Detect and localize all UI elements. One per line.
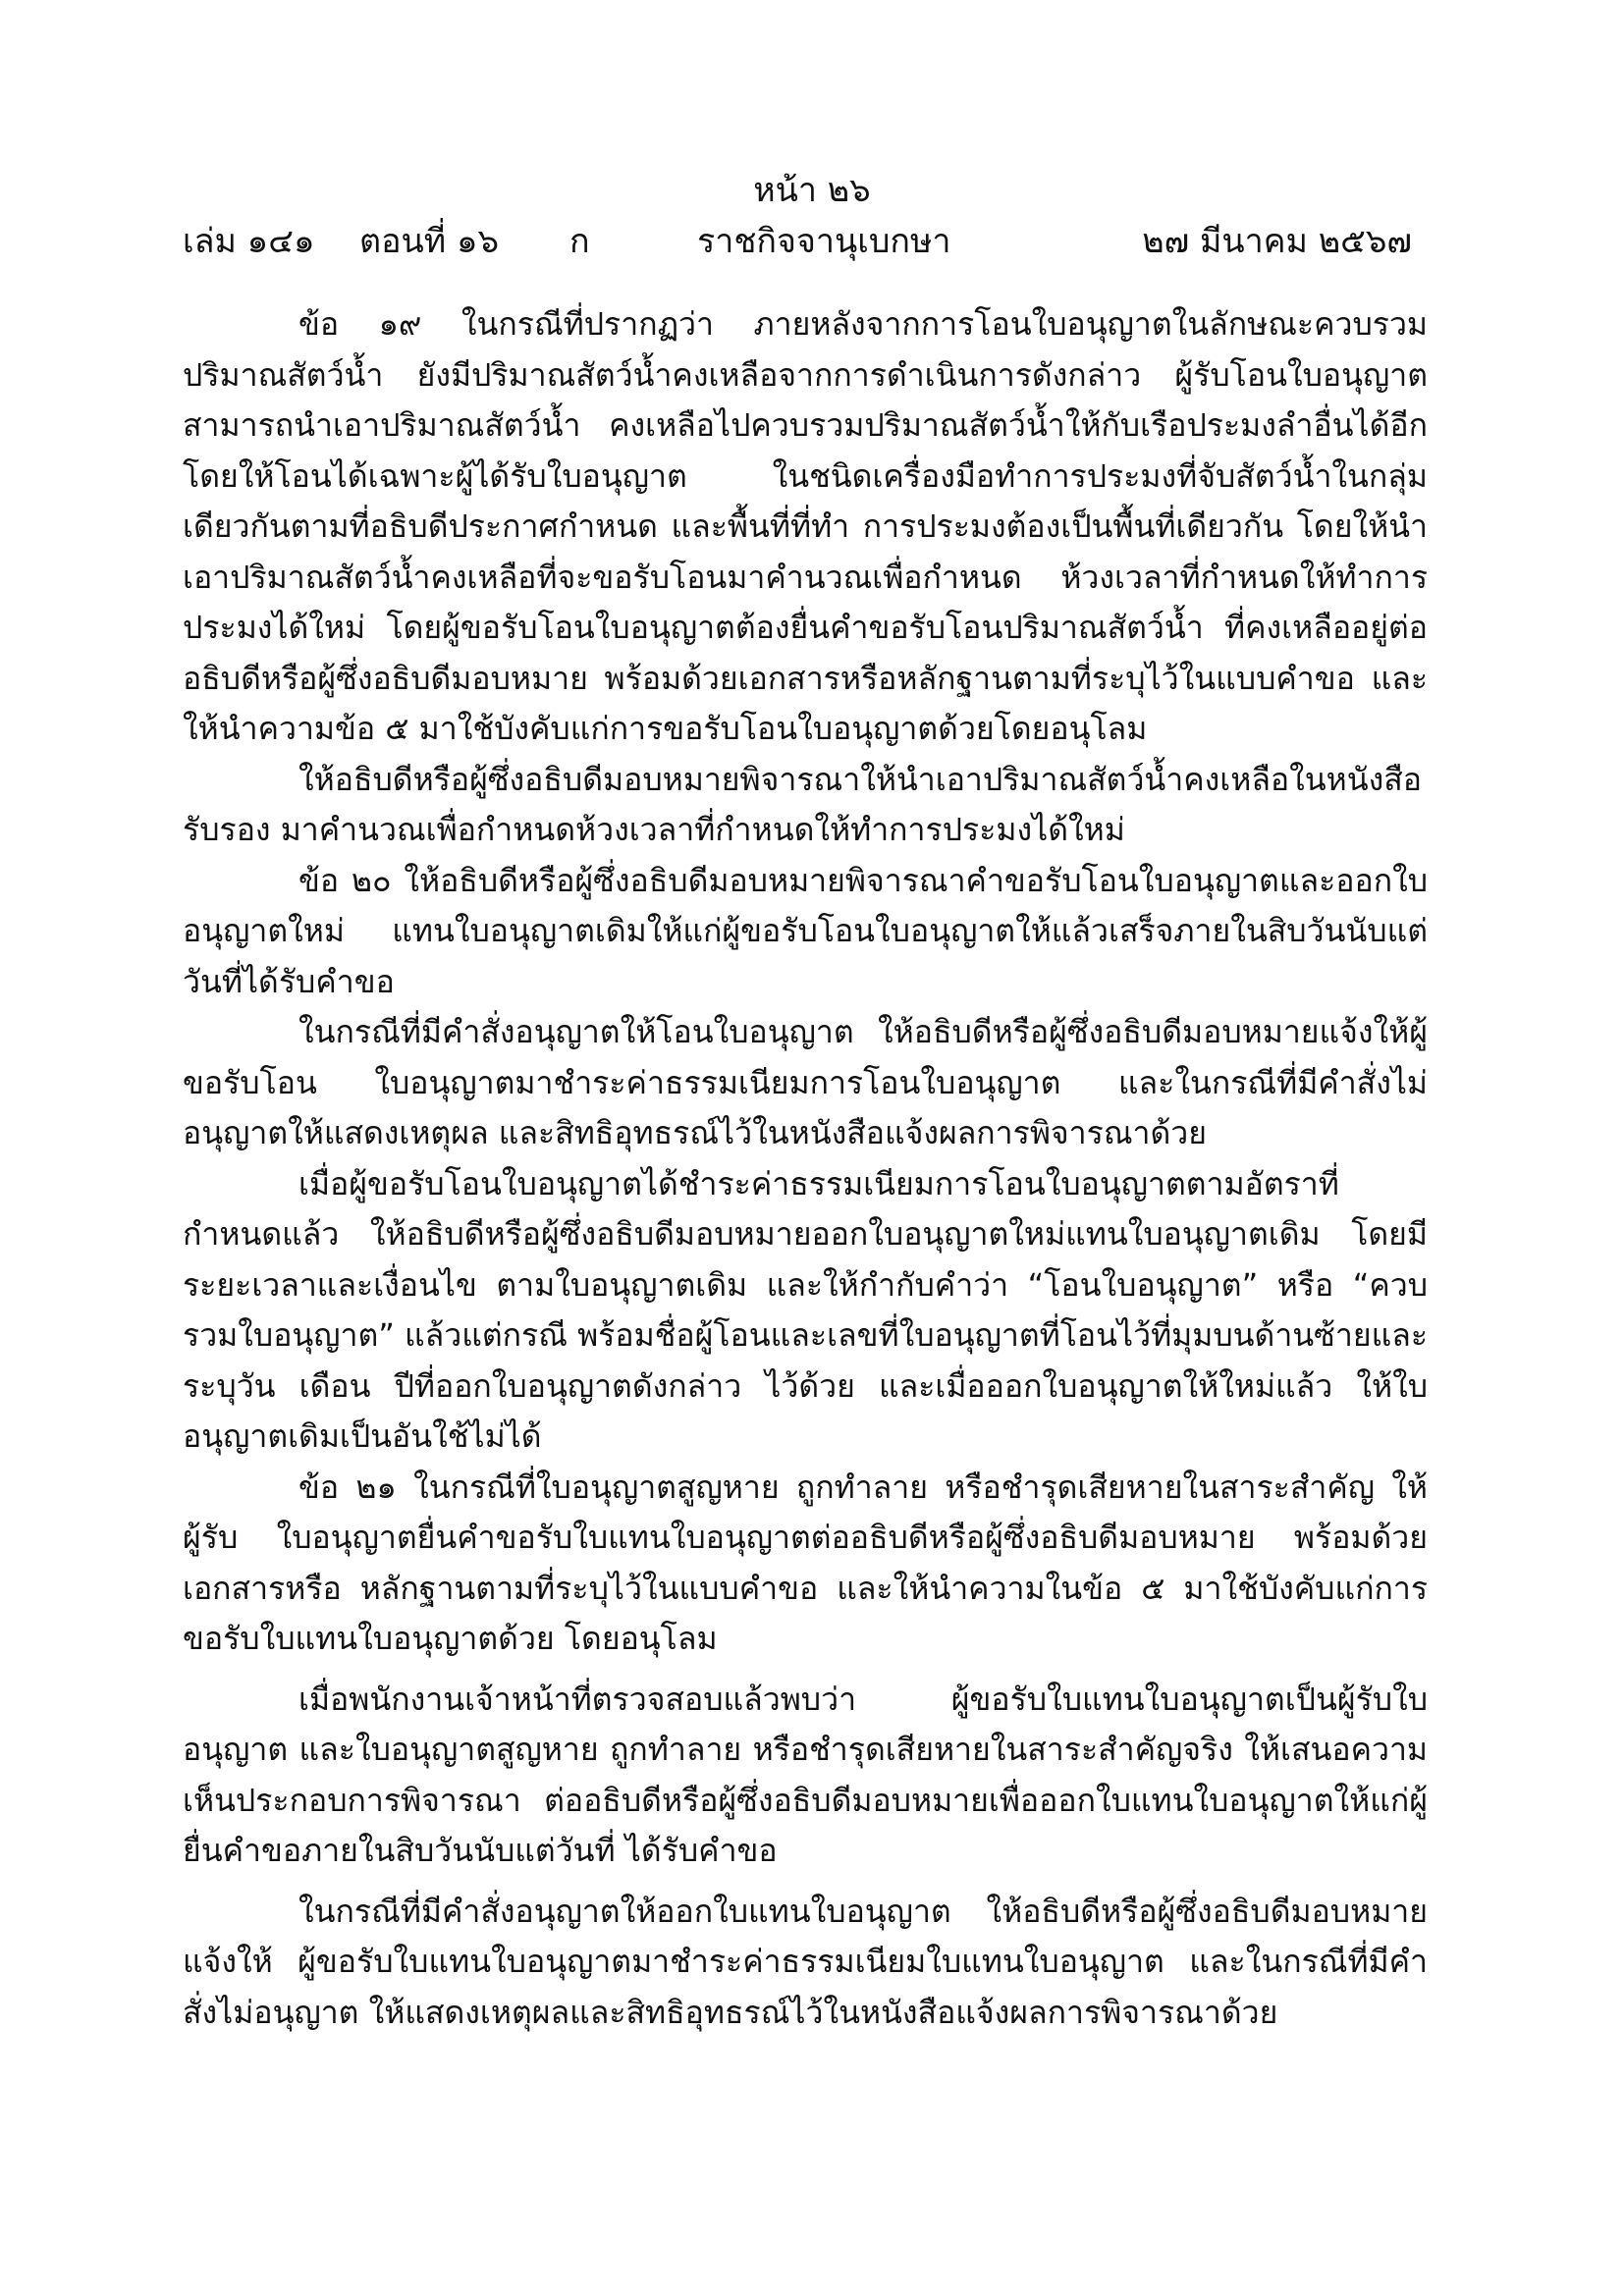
paragraph-clause-20-permission: ในกรณีที่มีคำสั่งอนุญาตให้โอนใบอนุญาต ให้อธิบดีหรือผู้ซึ่งอธิบดีมอบหมายแจ้งให้ผู้ขอรับโอน ใบอนุญาตมาชำระค่าธรรมเนียมการโอนใบอนุญาต และในกรณีที่มีคำสั่งไม่อนุญาตให้แสดงเหตุผล และสิทธิอุทธรณ์ไว้ในหนังสือแจ้งผลการพิจารณาด้วย <box>183 1013 1428 1151</box>
paragraph-clause-20-fee: เมื่อผู้ขอรับโอนใบอนุญาตได้ชำระค่าธรรมเนียมการโอนใบอนุญาตตามอัตราที่กำหนดแล้ว ให้อธิบดีหรือผู้ซึ่งอธิบดีมอบหมายออกใบอนุญาตใหม่แทนใบอนุญาตเดิม โดยมีระยะเวลาและเงื่อนไข ตามใบอนุญาตเดิม และให้กำกับคำว่า “โอนใบอนุญาต” หรือ “ควบรวมใบอนุญาต” แล้วแต่กรณี พร้อมชื่อผู้โอนและเลขที่ใบอนุญาตที่โอนไว้ที่มุมบนด้านซ้ายและระบุวัน เดือน ปีที่ออกใบอนุญาตดังกล่าว ไว้ด้วย และเมื่อออกใบอนุญาตให้ใหม่แล้ว ให้ใบอนุญาตเดิมเป็นอันใช้ไม่ได้ <box>183 1164 1429 1455</box>
publication-date: ๒๗ มีนาคม ๒๕๖๗ <box>1142 222 1412 261</box>
paragraph-clause-21-inspection: เมื่อพนักงานเจ้าหน้าที่ตรวจสอบแล้วพบว่า ผู้ขอรับใบแทนใบอนุญาตเป็นผู้รับใบอนุญาต และใบอนุญาตสูญหาย ถูกทำลาย หรือชำรุดเสียหายในสาระสำคัญจริง ให้เสนอความเห็นประกอบการพิจารณา ต่ออธิบดีหรือผู้ซึ่งอธิบดีมอบหมายเพื่อออกใบแทนใบอนุญาตให้แก่ผู้ยื่นคำขอภายในสิบวันนับแต่วันที่ ได้รับคำขอ <box>183 1680 1428 1869</box>
paragraph-clause-19: ข้อ ๑๙ ในกรณีที่ปรากฏว่า ภายหลังจากการโอนใบอนุญาตในลักษณะควบรวมปริมาณสัตว์น้ำ ยังมีปริมาณสัตว์น้ำคงเหลือจากการดำเนินการดังกล่าว ผู้รับโอนใบอนุญาตสามารถนำเอาปริมาณสัตว์น้ำ คงเหลือไปควบรวมปริมาณสัตว์น้ำให้กับเรือประมงลำอื่นได้อีก โดยให้โอนได้เฉพาะผู้ได้รับใบอนุญาต ในชนิดเครื่องมือทำการประมงที่จับสัตว์น้ำในกลุ่มเดียวกันตามที่อธิบดีประกาศกำหนด และพื้นที่ที่ทำ การประมงต้องเป็นพื้นที่เดียวกัน โดยให้นำเอาปริมาณสัตว์น้ำคงเหลือที่จะขอรับโอนมาคำนวณเพื่อกำหนด ห้วงเวลาที่กำหนดให้ทำการประมงได้ใหม่ โดยผู้ขอรับโอนใบอนุญาตต้องยื่นคำขอรับโอนปริมาณสัตว์น้ำ ที่คงเหลืออยู่ต่ออธิบดีหรือผู้ซึ่งอธิบดีมอบหมาย พร้อมด้วยเอกสารหรือหลักฐานตามที่ระบุไว้ในแบบคำขอ และให้นำความข้อ ๕ มาใช้บังคับแก่การขอรับโอนใบอนุญาตด้วยโดยอนุโลม <box>183 305 1428 747</box>
paragraph-clause-20: ข้อ ๒๐ ให้อธิบดีหรือผู้ซึ่งอธิบดีมอบหมายพิจารณาคำขอรับโอนใบอนุญาตและออกใบอนุญาตใหม่ แทนใบอนุญาตเดิมให้แก่ผู้ขอรับโอนใบอนุญาตให้แล้วเสร็จภายในสิบวันนับแต่วันที่ได้รับคำขอ <box>183 861 1428 1000</box>
paragraph-clause-21-permission: ในกรณีที่มีคำสั่งอนุญาตให้ออกใบแทนใบอนุญาต ให้อธิบดีหรือผู้ซึ่งอธิบดีมอบหมายแจ้งให้ ผู้ขอรับใบแทนใบอนุญาตมาชำระค่าธรรมเนียมใบแทนใบอนุญาต และในกรณีที่มีคำสั่งไม่อนุญาต ให้แสดงเหตุผลและสิทธิอุทธรณ์ไว้ในหนังสือแจ้งผลการพิจารณาด้วย <box>183 1892 1428 2031</box>
paragraph-clause-19-cont: ให้อธิบดีหรือผู้ซึ่งอธิบดีมอบหมายพิจารณาให้นำเอาปริมาณสัตว์น้ำคงเหลือในหนังสือรับรอง มาคำนวณเพื่อกำหนดห้วงเวลาที่กำหนดให้ทำการประมงได้ใหม่ <box>183 760 1422 848</box>
gazette-name: ราชกิจจานุเบกษา <box>697 222 951 261</box>
page-number: หน้า ๒๖ <box>753 171 871 210</box>
issue-number: ตอนที่ ๑๖ <box>359 222 500 261</box>
gazette-header <box>0 218 1624 265</box>
document-body <box>183 299 1428 2038</box>
section-letter: ก <box>569 222 590 261</box>
paragraph-clause-21: ข้อ ๒๑ ในกรณีที่ใบอนุญาตสูญหาย ถูกทำลาย หรือชำรุดเสียหายในสาระสำคัญ ให้ผู้รับ ใบอนุญาตยื่นคำขอรับใบแทนใบอนุญาตต่ออธิบดีหรือผู้ซึ่งอธิบดีมอบหมาย พร้อมด้วยเอกสารหรือ หลักฐานตามที่ระบุไว้ในแบบคำขอ และให้นำความในข้อ ๕ มาใช้บังคับแก่การขอรับใบแทนใบอนุญาตด้วย โดยอนุโลม <box>183 1468 1428 1657</box>
volume-number: เล่ม ๑๔๑ <box>183 222 315 261</box>
